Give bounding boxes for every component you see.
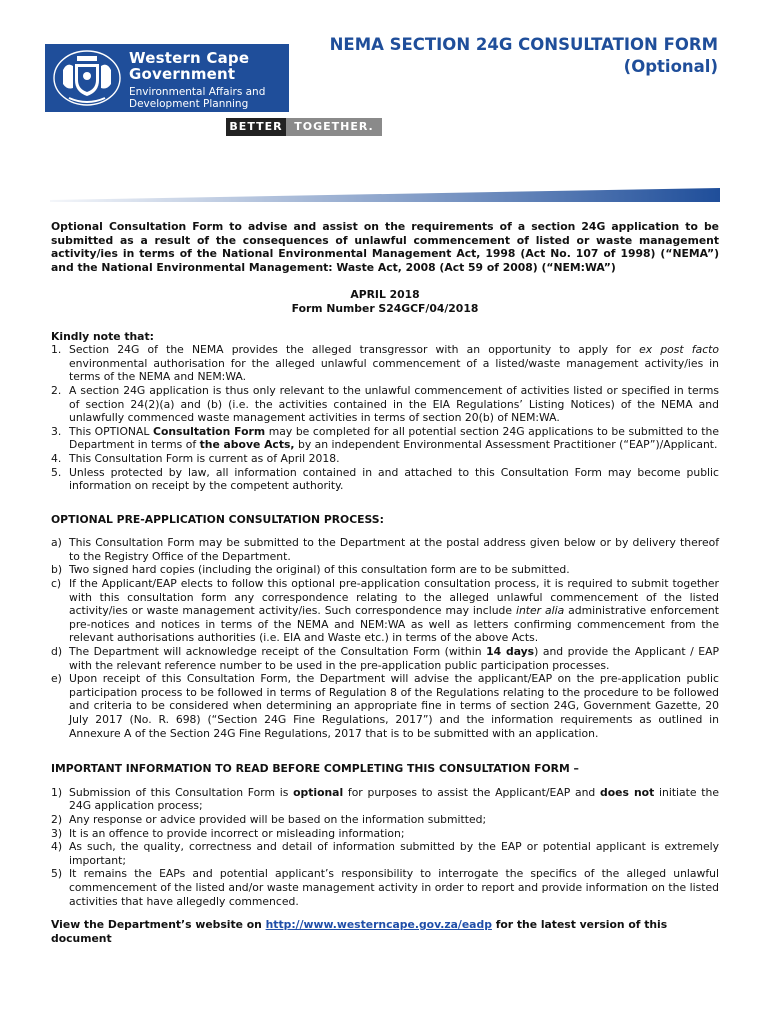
logo-name-line2: Government — [129, 65, 236, 83]
list-item — [51, 466, 719, 493]
list-text: Any response or advice provided will be based on the information submitted; — [69, 812, 487, 826]
list-item — [51, 563, 719, 577]
list-text-italic: ex post facto — [639, 343, 719, 357]
list-marker: c) — [51, 577, 62, 591]
important-list — [51, 786, 719, 908]
list-text-bold: the above Acts, — [199, 438, 295, 452]
list-item — [51, 840, 719, 867]
list-item — [51, 867, 719, 908]
list-item — [51, 425, 719, 452]
list-item — [51, 577, 719, 645]
list-marker: 1) — [51, 785, 63, 799]
list-marker: b) — [51, 563, 63, 577]
list-text: administrative enforcement pre-notices and notices in terms of the NEMA and NEM:WA as well as letters confirming commencement from the relevant authorisations authorities (i.e. EIA and Waste etc.) in terms of the above Acts. — [69, 604, 720, 645]
list-text: initiate the 24G application process; — [69, 785, 719, 813]
list-text-bold: Consultation Form — [153, 424, 266, 438]
list-item — [51, 813, 719, 827]
list-item — [51, 384, 719, 425]
list-text: This OPTIONAL — [69, 424, 154, 438]
list-text: by an independent Environmental Assessment Practitioner (“EAP”)/Applicant. — [294, 438, 718, 452]
list-text: Section 24G of the NEMA provides the alleged transgressor with an opportunity to apply for — [69, 343, 640, 357]
logo-name-line1: Western Cape — [129, 49, 250, 67]
list-item — [51, 645, 719, 672]
website-note — [51, 918, 719, 945]
list-text-bold: optional — [293, 785, 344, 799]
list-text: It remains the EAPs and potential applicant’s responsibility to interrogate the specifics of the alleged unlawful commencement of the listed and/or waste management activity in order to report and provide information on the listed activities that have allegedly commenced. — [69, 867, 719, 908]
list-text: Submission of this Consultation Form is — [69, 785, 294, 799]
important-heading: IMPORTANT INFORMATION TO READ BEFORE COMPLETING THIS CONSULTATION FORM – — [51, 762, 579, 776]
intro-paragraph: Optional Consultation Form to advise and assist on the requirements of a section 24G application to be submitted as a result of the consequences of unlawful commencement of listed or waste management activity/ies in terms of the National Environmental Management Act, 1998 (Act No. 107 of 1998) (“NEMA”) and the National Environmental Management: Waste Act, 2008 (Act 59 of 2008) (“NEM:WA”) — [51, 220, 719, 274]
document-date: APRIL 2018 — [350, 288, 420, 302]
list-marker: e) — [51, 672, 62, 686]
list-item — [51, 536, 719, 563]
list-text: It is an offence to provide incorrect or misleading information; — [69, 826, 405, 840]
list-marker: 5) — [51, 867, 63, 881]
list-item — [51, 343, 719, 384]
form-title-line1: NEMA SECTION 24G CONSULTATION FORM — [329, 35, 718, 54]
list-marker: 4. — [51, 451, 62, 465]
list-text-bold: does not — [600, 785, 655, 799]
list-marker: 2. — [51, 383, 62, 397]
list-text: If the Applicant/EAP elects to follow this optional pre-application consultation process, it is required to submit together with this consultation form any correspondence relating to the alleged unlawful commencement of the listed activity/ies or waste management activity/ies. Such correspondence may include — [69, 577, 719, 618]
list-marker: a) — [51, 536, 62, 550]
list-item — [51, 827, 719, 841]
government-logo — [45, 44, 289, 112]
list-marker: 5. — [51, 465, 62, 479]
list-marker: 1. — [51, 343, 62, 357]
list-marker: 4) — [51, 840, 63, 854]
list-text-bold: 14 days — [486, 645, 535, 659]
list-text: may be completed for all potential section 24G applications to be submitted to the Department in terms of — [69, 424, 719, 452]
document-body — [51, 220, 719, 945]
website-note-text: View the Department’s website on — [51, 918, 266, 932]
form-title-line2: (Optional) — [623, 57, 718, 76]
list-item — [51, 786, 719, 813]
list-item — [51, 672, 719, 740]
form-title — [330, 34, 718, 78]
list-text: As such, the quality, correctness and detail of information submitted by the EAP or potential applicant is extremely important; — [69, 840, 719, 867]
tagline-together: TOGETHER. — [286, 118, 382, 136]
list-marker: d) — [51, 645, 63, 659]
coat-of-arms-icon — [51, 48, 123, 108]
kindly-note-heading: Kindly note that: — [51, 329, 154, 343]
list-marker: 2) — [51, 812, 63, 826]
list-text: Unless protected by law, all information contained in and attached to this Consultation Form may become public information on receipt by the competent authority. — [69, 465, 719, 493]
website-note-text: for the latest version of this document — [51, 918, 668, 945]
form-number: Form Number S24GCF/04/2018 — [291, 301, 479, 315]
list-marker: 3) — [51, 826, 63, 840]
kindly-note-list — [51, 343, 719, 493]
header-divider-band — [50, 186, 720, 202]
process-list — [51, 536, 719, 740]
department-website-link[interactable]: http://www.westerncape.gov.za/eadp — [265, 918, 492, 932]
logo-dept-line2: Development Planning — [129, 98, 249, 110]
list-text: The Department will acknowledge receipt of the Consultation Form (within — [69, 645, 487, 659]
list-text: environmental authorisation for the alleged unlawful commencement of a listed/waste management activity/ies in terms of the NEMA and NEM:WA. — [69, 356, 719, 384]
list-text-italic: inter alia — [515, 604, 565, 618]
tagline-better: BETTER — [226, 118, 286, 136]
list-text: Upon receipt of this Consultation Form, the Department will advise the applicant/EAP on the pre-application public participation process to be followed in terms of Regulation 8 of the Regulations relating to the procedure to be followed and criteria to be considered when determining an appropriate fine in terms of section 24G, Government Gazette, 20 July 2017 (No. R. 698) (“Section 24G Fine Regulations, 2017”) and the information requirements as outlined in Annexure A of the Section 24G Fine Regulations, 2017 that is to be submitted with an application. — [69, 672, 719, 740]
list-text: for purposes to assist the Applicant/EAP and — [343, 785, 601, 799]
list-item — [51, 452, 719, 466]
list-text: This Consultation Form is current as of April 2018. — [69, 451, 340, 465]
process-heading: OPTIONAL PRE-APPLICATION CONSULTATION PROCESS: — [51, 512, 384, 526]
list-text: ) and provide the Applicant / EAP with the relevant reference number to be used in the pre-application public participation processes. — [69, 645, 719, 672]
list-text: A section 24G application is thus only relevant to the unlawful commencement of activities listed or specified in terms of section 24(2)(a) and (b) (i.e. the activities contained in the EIA Regulations’ Listing Notices) of the NEMA and unlawfully commenced waste management activities in terms of section 20(b) of NEM:WA. — [69, 383, 719, 425]
list-text: This Consultation Form may be submitted to the Department at the postal address given below or by delivery thereof to the Registry Office of the Department. — [69, 536, 719, 563]
list-marker: 3. — [51, 424, 62, 438]
list-text: Two signed hard copies (including the original) of this consultation form are to be submitted. — [69, 563, 570, 577]
logo-dept-line1: Environmental Affairs and — [129, 86, 266, 98]
